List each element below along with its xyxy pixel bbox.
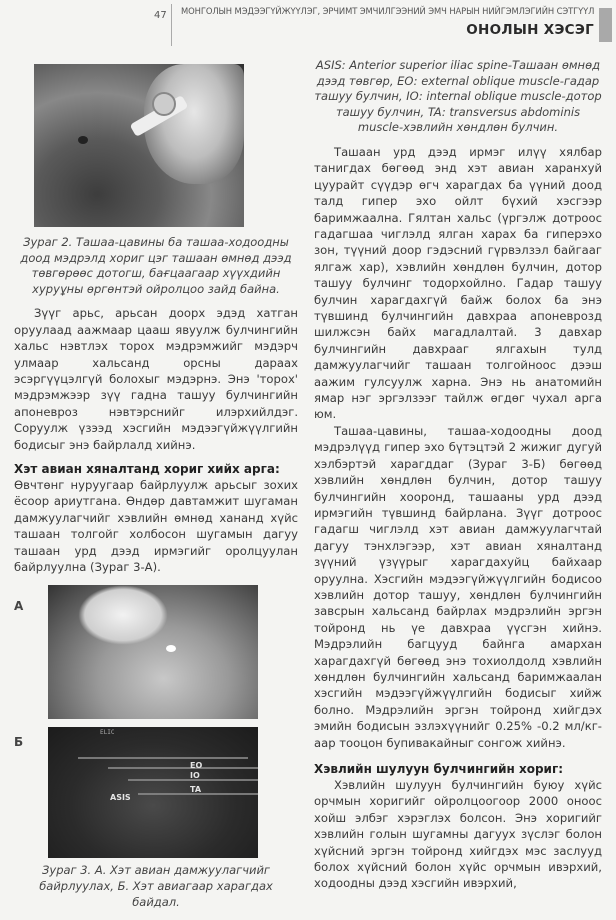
header-divider (171, 4, 172, 46)
label-io: IO (190, 771, 200, 781)
umbilicus-shape (166, 645, 176, 652)
section-heading: Хэвлийн шулуун булчингийн хориг: (314, 762, 564, 776)
paragraph: Хэвлийн шулуун булчингийн буюу хүйс орчмын хоригийг ойролцоогоор 2000 оноос хойш элбэг хэрэглэх болсон. Энэ хоригийг хэвлийн голын шугамны дагуух зүслэг болон хүйсний эргэн тойронд хийгдэх мэс заслууд болох хүйсний болон хүйс орчмын ивэрхий, ходоодны дээд хэсгийн ивэрхий, (314, 778, 602, 891)
label-eo: EO (190, 761, 203, 771)
ultrasound-top-text: ELIC (100, 729, 115, 737)
label-asis: ASIS (110, 793, 131, 803)
abbreviations-caption: ASIS: Anterior superior iliac spine-Ташаан өмнөд дээд төвгөр, EO: external oblique muscle-гадар ташуу булчин, IO: internal oblique muscle-дотор ташуу булчин, TA: transversus abdominis muscle-хэвлийн хөндлөн булчин. (314, 58, 602, 135)
needle-hub-shape (152, 92, 176, 116)
figure-3b (14, 727, 298, 861)
paragraph: Ташаан урд дээд ирмэг илүү хялбар танигдах бөгөөд энд хэт авиан харанхуй цуурайт сүүдэр өгч харагдах ба үүний доод талд гипер эхо ойлт бүхий хэсгээр баримжаална. Гялтан хальс (үргэлж дотроос гадагшаа чиглэлд ялган харах ба гиперэхо зон, түүний доор гэдэсний гүрвэлзэл байгааг ялгаж хар), хэвлийн хөндлөн булчин, дотор ташуу булчинг тодорхойлно. Гадар ташуу булчин харагдахгүй байж болох ба энэ түвшинд булчингийн давхраа апоневрозд шилжсэн байх магадлалтай. 3 давхар булчингийн давхрааг ялгахын тулд дамжуулагчийг ташаан толгойноос дээш аажим гулсуулж харна. Энэ нь анатомийн ямар нэг эргэлзээг тайлж өгдөг чухал арга юм. (314, 144, 602, 422)
page-number: 47 (154, 10, 167, 21)
figure-3b-label: Б (14, 735, 24, 750)
paragraph: Өвчтөнг нуруугаар байрлуулж арьсыг зохих ёсоор ариутгана. Өндөр давтамжит шугаман дамжуулагчийг хэвлийн өмнөд хананд хүйс ташаан толгойг холбосон шугамын дагуу ташаан урд дээд ирмэгийг оролцуулан байрлуулна (Зураг 3-А). (14, 478, 298, 575)
section-heading: Хэт авиан хяналтанд хориг хийх арга: (14, 462, 280, 477)
figure-3a (14, 585, 298, 725)
ultrasound-image (48, 727, 258, 858)
glove-shape (78, 585, 168, 645)
right-column (314, 58, 602, 892)
skin-mark (78, 136, 88, 144)
tissue-band (108, 767, 258, 769)
figure-2-caption: Зураг 2. Ташаа-цавины ба ташаа-ходоодны доод мэдрэлд хориг цэг ташаан өмнөд дээд төвгөрөөс дотогш, бағцаагаар хүүхдийн хуруұны өргөнтэй ойролцоо зайд байна. (20, 235, 292, 296)
label-ta: TA (190, 785, 202, 795)
paragraph: Ташаа-цавины, ташаа-ходоодны доод мэдрэлүүд гипер эхо бүтэцтэй 2 жижиг дугуй хэлбэртэй харагддаг (Зураг 3-Б) бөгөөд хэвлийн хөндлөн булчин, дотор ташуу булчингийн хооронд, ташааны урд дээд ирмэгийн түвшинд байрлана. Зүүг дотроос гадагш чиглэлд хэт авиан дамжуулагчтай дагуу тэнхлэгээр, хэт авиан хяналтанд зүүний үзүүрыг харагдахуйц байхаар оруулна. Хэсгийн мэдээгүйжүүлгийн бодисоо хэвлийн дотор ташуу, хөндлөн булчингийн завсрын хальсанд байрлах мэдрэлийн эргэн тойронд нь үе давхраа үүсгэн хийнэ. Мэдрэлийн багцууд байнга амархан харагдахгүй бөгөөд энэ тохиолдолд хэвлийн хөндлөн булчингийн хальсанд баримжаалан хэсгийн мэдээгүйжүүлгийн бодисыг хийж болно. Мэдрэлийн эргэн тойронд хийгдэх эмийн бодисын эзлэхүүнийг 0.25% -0.2 мл/кг-аар тооцон бупивакайныг сонгож хийнэ. (314, 423, 602, 750)
tissue-band (78, 757, 248, 759)
section-tab-marker (599, 8, 612, 42)
journal-title: МОНГОЛЫН МЭДЭЭГҮЙЖҮҮЛЭГ, ЭРЧИМТ ЭМЧИЛГЭЭНИЙ ЭМЧ НАРЫН НИЙГЭМЛЭГИЙН СЭТГҮҮЛ (181, 6, 595, 16)
section-title: ОНОЛЫН ХЭСЭГ (466, 22, 594, 38)
paragraph: Зүүг арьс, арьсан доорх эдэд хатган оруулаад аажмаар цааш явуулж булчингийн хальс нэвтлэх торох мэдрэмжийг мэдэрч улмаар хальсанд орсны дараах эсэргүүцэлгүй болохыг мэдэрнэ. Энэ 'торох' мэдрэмжээр зүү гадна ташуу булчингийн апоневроз нэвтэрснийг илэрхийлдэг. Соруулж үзээд хэсгийн мэдээгүйжүүлгийн бодисыг энэ байрлалд хийнэ. (14, 306, 298, 452)
transducer-placement-photo (48, 585, 258, 719)
page-header (0, 0, 616, 52)
figure-3-caption: Зураг 3. А. Хэт авиан дамжуулагчийг байрлуулах, Б. Хэт авиагаар харагдах байдал. (39, 863, 273, 909)
figure-2-photo (34, 64, 244, 227)
left-column (14, 58, 298, 910)
figure-3a-label: А (14, 599, 24, 614)
